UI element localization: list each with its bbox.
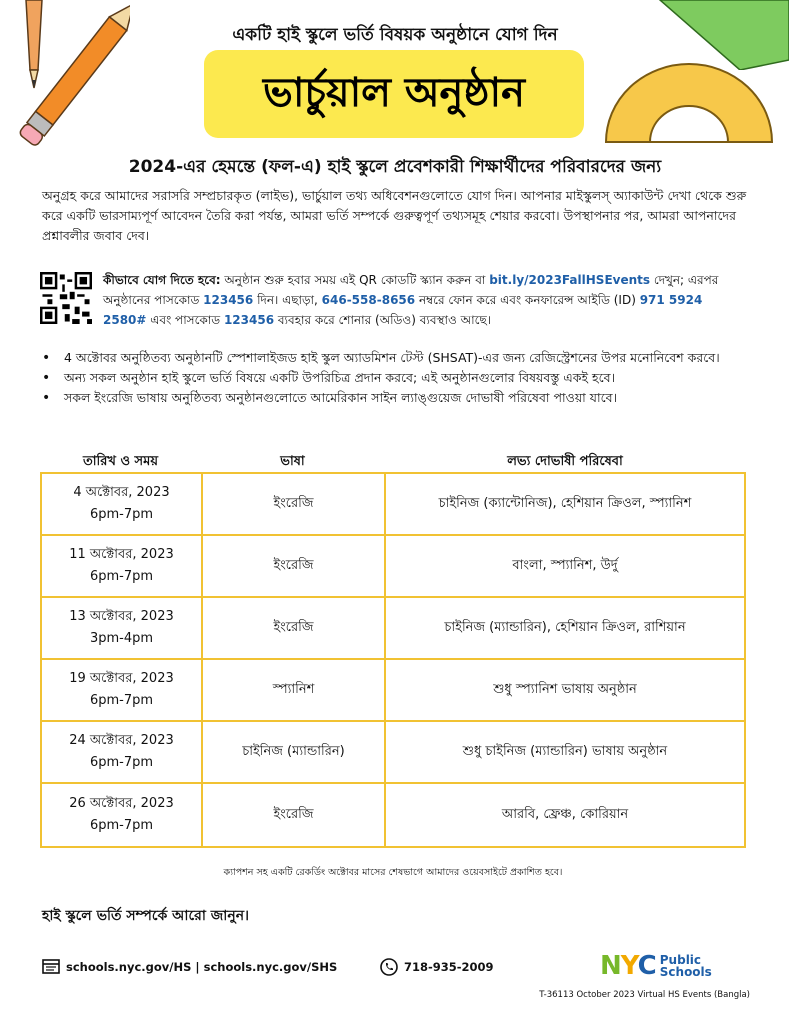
language-cell: ইংরেজি bbox=[203, 784, 386, 846]
logo-nyc: NYC bbox=[600, 951, 656, 981]
column-header-services: লভ্য দোভাষী পরিষেবা bbox=[507, 454, 623, 469]
website-links[interactable]: schools.nyc.gov/HS | schools.nyc.gov/SHS bbox=[66, 960, 338, 974]
title-banner bbox=[204, 50, 584, 138]
table-row bbox=[42, 722, 744, 784]
howto-text: অনুষ্ঠান শুরু হবার সময় এই QR কোডটি স্ক্যান করুন বা bbox=[220, 273, 490, 287]
footer-websites bbox=[42, 958, 337, 976]
banner-title: ভার্চুয়াল অনুষ্ঠান bbox=[263, 69, 525, 116]
page-subtitle: 2024-এর হেমন্তে (ফল-এ) হাই স্কুলে প্রবেশকারী শিক্ষার্থীদের পরিবারদের জন্য bbox=[128, 157, 662, 177]
services-cell: চাইনিজ (ক্যান্টোনিজ), হেশিয়ান ক্রিওল, স্প্যানিশ bbox=[438, 496, 692, 511]
services-cell: আরবি, ফ্রেঞ্চ, কোরিয়ান bbox=[501, 807, 629, 822]
table-row bbox=[42, 784, 744, 846]
browser-icon bbox=[42, 958, 60, 976]
table-row bbox=[42, 598, 744, 660]
column-header-language: ভাষা bbox=[280, 454, 305, 469]
howto-text: এবং পাসকোড bbox=[146, 313, 224, 327]
logo-line: Schools bbox=[659, 965, 712, 979]
qr-code-icon bbox=[40, 272, 92, 324]
howto-text: দেখুন; এরপর অনুষ্ঠানের পাসকোড bbox=[103, 273, 719, 307]
passcode: 123456 bbox=[203, 293, 254, 307]
column-header-date: তারিখ ও সময় bbox=[82, 454, 158, 469]
bullet-item: • 4 অক্টোবর অনুষ্ঠিতব্য অনুষ্ঠানটি স্পেশালাইজড হাই স্কুল অ্যাডমিশন টেস্ট (SHSAT)-এর জন্য রেজিস্ট্রেশনের উপর মনোনিবেশ করবে। bbox=[42, 348, 742, 368]
language-cell: চাইনিজ (ম্যান্ডারিন) bbox=[203, 722, 386, 782]
event-time: 6pm-7pm bbox=[89, 507, 154, 522]
services-cell: শুধু স্প্যানিশ ভাষায় অনুষ্ঠান bbox=[493, 682, 637, 697]
table-row bbox=[42, 536, 744, 598]
language-cell: ইংরেজি bbox=[203, 536, 386, 596]
howto-text: দিন। এছাড়া, bbox=[253, 293, 322, 307]
info-bullets bbox=[42, 348, 742, 408]
nyc-public-schools-logo bbox=[600, 948, 750, 984]
event-date: 19 অক্টোবর, 2023 bbox=[69, 671, 174, 686]
date-cell bbox=[42, 474, 203, 534]
bullet-item: • অন্য সকল অনুষ্ঠান হাই স্কুলে ভর্তি বিষয়ে একটি উপরিচিত্র প্রদান করবে; এই অনুষ্ঠানগুলোর বিষয়বস্তু একই হবে। bbox=[42, 368, 742, 388]
events-table bbox=[40, 472, 746, 848]
date-cell bbox=[42, 722, 203, 782]
event-time: 6pm-7pm bbox=[89, 569, 154, 584]
howto-text: নম্বরে ফোন করে এবং কনফারেন্স আইডি (ID) bbox=[415, 293, 640, 307]
language-cell: ইংরেজি bbox=[203, 598, 386, 658]
phone-number[interactable]: 718-935-2009 bbox=[404, 960, 494, 974]
recording-note: ক্যাপশন সহ একটি রেকর্ডিং অক্টোবর মাসের শেষভাগে আমাদের ওয়েবসাইটে প্রকাশিত হবে। bbox=[223, 867, 563, 878]
logo-line: Public bbox=[659, 953, 702, 967]
how-to-label: কীভাবে যোগ দিতে হবে: bbox=[103, 273, 221, 287]
footer-phone bbox=[380, 958, 494, 976]
event-date: 26 অক্টোবর, 2023 bbox=[69, 796, 174, 811]
howto-text: ব্যবহার করে শোনার (অডিও) ব্যবস্থাও আছে। bbox=[274, 313, 492, 327]
event-date: 24 অক্টোবর, 2023 bbox=[69, 733, 174, 748]
event-link[interactable]: bit.ly/2023FallHSEvents bbox=[489, 273, 651, 287]
date-cell bbox=[42, 598, 203, 658]
conference-id: 971 5924 2580# bbox=[103, 293, 703, 327]
event-time: 3pm-4pm bbox=[89, 631, 154, 646]
language-cell: স্প্যানিশ bbox=[203, 660, 386, 720]
event-time: 6pm-7pm bbox=[89, 818, 154, 833]
table-row bbox=[42, 660, 744, 722]
dial-in-phone[interactable]: 646-558-8656 bbox=[321, 293, 416, 307]
services-cell: চাইনিজ (ম্যান্ডারিন), হেশিয়ান ক্রিওল, রাশিয়ান bbox=[444, 620, 686, 635]
services-cell: শুধু চাইনিজ (ম্যান্ডারিন) ভাষায় অনুষ্ঠান bbox=[462, 744, 668, 759]
event-time: 6pm-7pm bbox=[89, 755, 154, 770]
intro-paragraph: অনুগ্রহ করে আমাদের সরাসরি সম্প্রচারকৃত (লাইভ), ভার্চুয়াল তথ্য অধিবেশনগুলোতে যোগ দিন। আপনার মাইস্কুলস্ অ্যাকাউন্ট দেখা থেকে শুরু করে একটি ভারসাম্যপূর্ণ আবেদন তৈরি করা পর্যন্ত, আমরা ভর্তি সম্পর্কে গুরুত্বপূর্ণ তথ্যসমূহ শেয়ার করবো। উপস্থাপনার পর, আমরা আপনাদের প্রশ্নাবলীর জবাব দেব। bbox=[42, 188, 747, 243]
protractor-illustration bbox=[600, 60, 778, 145]
date-cell bbox=[42, 784, 203, 846]
passcode: 123456 bbox=[223, 313, 275, 327]
event-time: 6pm-7pm bbox=[89, 693, 154, 708]
date-cell bbox=[42, 536, 203, 596]
how-to-join bbox=[103, 270, 743, 330]
services-cell: বাংলা, স্প্যানিশ, উর্দু bbox=[512, 558, 618, 573]
event-date: 4 অক্টোবর, 2023 bbox=[73, 485, 170, 500]
learn-more-heading: হাই স্কুলে ভর্তি সম্পর্কে আরো জানুন। bbox=[42, 908, 250, 924]
table-row bbox=[42, 474, 744, 536]
event-date: 13 অক্টোবর, 2023 bbox=[69, 609, 174, 624]
bullet-item: • সকল ইংরেজি ভাষায় অনুষ্ঠিতব্য অনুষ্ঠানগুলোতে আমেরিকান সাইন ল্যাঙ্গুয়েজ দোভাষী পরিষেবা পাওয়া যাবে। bbox=[42, 388, 742, 408]
logo-wordmark bbox=[660, 954, 712, 978]
event-date: 11 অক্টোবর, 2023 bbox=[69, 547, 174, 562]
phone-icon bbox=[380, 958, 398, 976]
language-cell: ইংরেজি bbox=[203, 474, 386, 534]
event-kicker: একটি হাই স্কুলে ভর্তি বিষয়ক অনুষ্ঠানে যোগ দিন bbox=[232, 25, 558, 45]
date-cell bbox=[42, 660, 203, 720]
document-id: T-36113 October 2023 Virtual HS Events (Bangla) bbox=[539, 990, 750, 1000]
pencil-illustration-2 bbox=[0, 0, 130, 175]
